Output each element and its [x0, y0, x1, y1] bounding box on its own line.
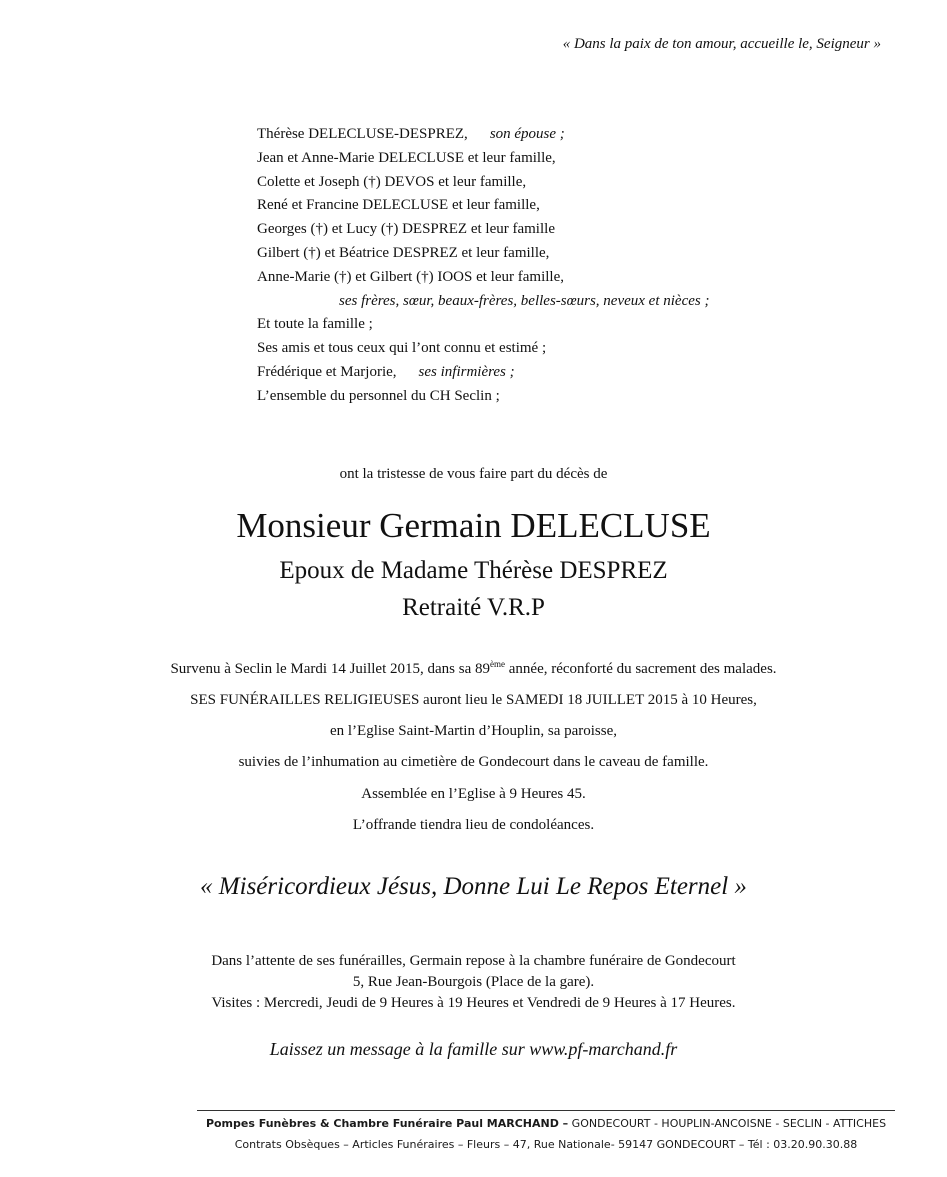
wife-name: Thérèse DELECLUSE-DESPREZ, [257, 126, 468, 142]
announcement-intro: ont la tristesse de vous faire part du décès de [339, 466, 608, 482]
family-sibling: Gilbert (†) et Béatrice DESPREZ et leur famille, [257, 244, 550, 261]
visits-rest: Dans l’attente de ses funérailles, Germain repose à la chambre funéraire de Gondecourt [211, 953, 736, 969]
offering-details: L’offrande tiendra lieu de condoléances. [352, 817, 595, 833]
family-sibling: Georges (†) et Lucy (†) DESPREZ et leur famille [257, 221, 555, 238]
visits-hours: Visites : Mercredi, Jeudi de 9 Heures à 19 Heures et Vendredi de 9 Heures à 17 Heures. [211, 995, 736, 1011]
death-text-after: année, réconforté du sacrement des malades. [505, 661, 777, 677]
siblings-role: ses frères, sœur, beaux-frères, belles-sœurs, neveux et nièces ; [339, 292, 710, 309]
deceased-occupation: Retraité V.R.P [402, 594, 545, 621]
church-details: en l’Eglise Saint-Martin d’Houplin, sa paroisse, [329, 723, 618, 739]
footer-divider [197, 1110, 895, 1111]
assembly-details: Assemblée en l’Eglise à 9 Heures 45. [361, 786, 586, 802]
whole-family: Et toute la famille ; [257, 316, 373, 333]
funeral-details: SES FUNÉRAILLES RELIGIEUSES auront lieu le SAMEDI 18 JUILLET 2015 à 10 Heures, [190, 692, 757, 708]
footer-company-line [197, 1117, 895, 1130]
friends-line: Ses amis et tous ceux qui l’ont connu et estimé ; [257, 340, 547, 357]
online-message: Laissez un message à la famille sur www.pf-marchand.fr [269, 1039, 678, 1059]
family-sibling: Colette et Joseph (†) DEVOS et leur famille, [257, 173, 527, 190]
footer-services: Contrats Obsèques – Articles Funéraires – Fleurs – 47, Rue Nationale- 59147 GONDECOURT – Tél : 03.20.90.30.88 [234, 1138, 858, 1151]
death-text-before: Survenu à Seclin le Mardi 14 Juillet 2015, dans sa 89 [170, 661, 490, 677]
family-list [257, 123, 709, 409]
visits-address: 5, Rue Jean-Bourgois (Place de la gare). [352, 974, 595, 990]
family-wife-line [257, 123, 709, 147]
prayer: « Miséricordieux Jésus, Donne Lui Le Repos Eternel » [200, 873, 747, 900]
deceased-spouse: Epoux de Madame Thérèse DESPREZ [279, 557, 668, 584]
epigraph: « Dans la paix de ton amour, accueille le, Seigneur » [562, 36, 881, 52]
death-superscript: ème [490, 659, 505, 669]
wife-role: son épouse ; [489, 126, 565, 142]
family-sibling: Anne-Marie (†) et Gilbert (†) IOOS et leur famille, [257, 268, 564, 285]
staff-line: L’ensemble du personnel du CH Seclin ; [257, 387, 500, 404]
footer-locations: GONDECOURT - HOUPLIN-ANCOISNE - SECLIN - ATTICHES [568, 1117, 887, 1130]
nurses-names: Frédérique et Marjorie, [257, 363, 397, 380]
nurses-role: ses infirmières ; [418, 363, 515, 380]
footer-company: Pompes Funèbres & Chambre Funéraire Paul MARCHAND – [205, 1117, 569, 1130]
burial-details: suivies de l’inhumation au cimetière de Gondecourt dans le caveau de famille. [238, 754, 709, 770]
family-sibling: Jean et Anne-Marie DELECLUSE et leur famille, [257, 149, 556, 166]
deceased-name: Monsieur Germain DELECLUSE [236, 506, 711, 545]
family-sibling: René et Francine DELECLUSE et leur famille, [257, 197, 540, 214]
nurses-line [257, 361, 709, 385]
death-details [0, 661, 947, 678]
